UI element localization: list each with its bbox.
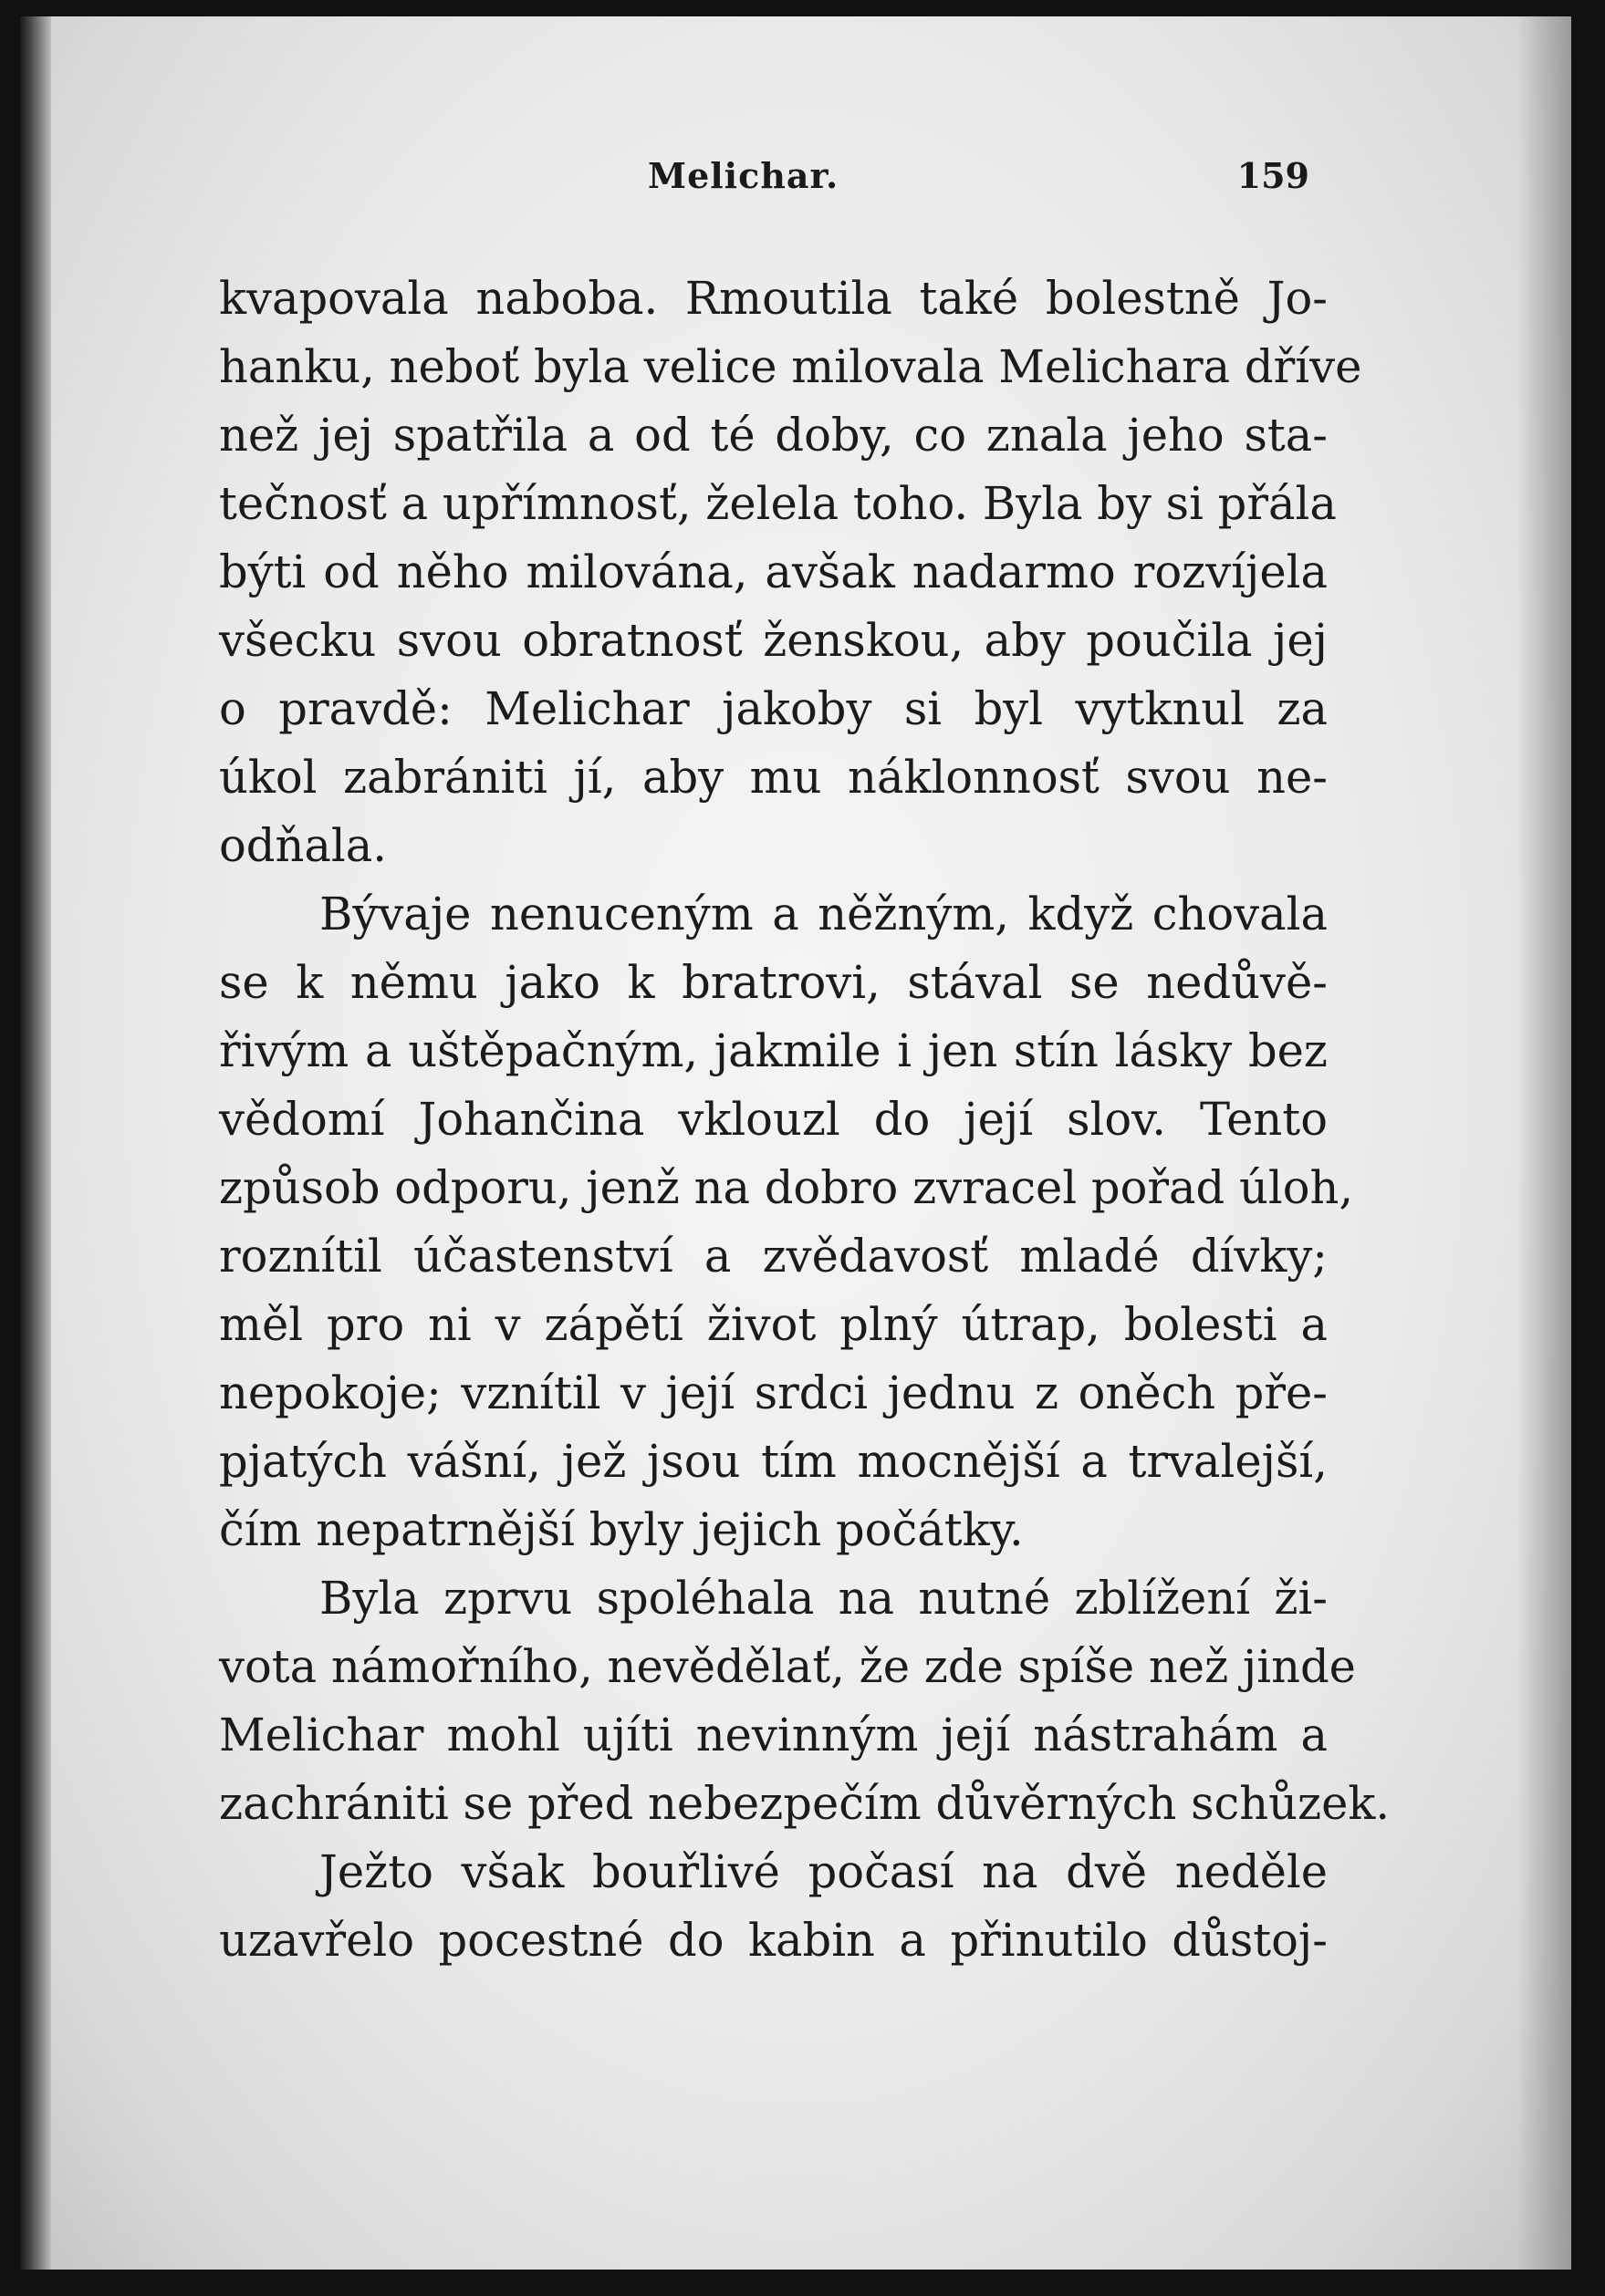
text-line: se k němu jako k bratrovi, stával se nedůvě- — [219, 956, 1328, 1009]
text-line: tečnosť a upřímnosť, želela toho. Byla by si přála — [219, 477, 1337, 530]
paragraph-start-line: Bývaje nenuceným a něžným, když chovala — [319, 888, 1328, 940]
paragraph-end-line: odňala. — [219, 819, 387, 872]
text-line: býti od něho milována, avšak nadarmo rozvíjela — [219, 545, 1328, 598]
text-line: měl pro ni v zápětí život plný útrap, bolesti a — [219, 1298, 1328, 1351]
paragraph-start-line: Byla zprvu spoléhala na nutné zblížení ži- — [319, 1572, 1328, 1625]
text-line: všecku svou obratnosť ženskou, aby poučila jej — [219, 614, 1328, 667]
text-line: uzavřelo pocestné do kabin a přinutilo důstoj- — [219, 1914, 1328, 1967]
text-line: roznítil účastenství a zvědavosť mladé dívky; — [219, 1230, 1328, 1283]
text-line: kvapovala naboba. Rmoutila také bolestně Jo- — [219, 272, 1328, 325]
paragraph-end-line: čím nepatrnější byly jejich počátky. — [219, 1503, 1024, 1556]
text-line: vota námořního, nevědělať, že zde spíše než jinde — [219, 1640, 1356, 1693]
text-line: řivým a uštěpačným, jakmile i jen stín lásky bez — [219, 1024, 1328, 1077]
text-line: úkol zabrániti jí, aby mu náklonnosť svou ne- — [219, 751, 1328, 804]
page-edge-shadow — [1516, 16, 1571, 2270]
paragraph-end-line: zachrániti se před nebezpečím důvěrných schůzek. — [219, 1777, 1391, 1830]
text-line: způsob odporu, jenž na dobro zvracel pořad úloh, — [219, 1161, 1354, 1214]
text-line: nepokoje; vznítil v její srdci jednu z oněch pře- — [219, 1366, 1328, 1419]
running-header — [210, 139, 1323, 203]
text-line: než jej spatřila a od té doby, co znala jeho sta- — [219, 409, 1328, 462]
text-line: hanku, neboť byla velice milovala Melichara dříve — [219, 340, 1362, 393]
page-number: 159 — [1236, 155, 1309, 196]
binding-gutter — [20, 16, 51, 2270]
text-line: pjatých vášní, jež jsou tím mocnější a trvalejší, — [219, 1435, 1328, 1488]
body-text — [219, 265, 1391, 1975]
text-line: o pravdě: Melichar jakoby si byl vytknul za — [219, 682, 1328, 735]
text-line: vědomí Johančina vklouzl do její slov. Tento — [219, 1093, 1328, 1146]
paragraph-start-line: Ježto však bouřlivé počasí na dvě neděle — [319, 1845, 1328, 1898]
running-title: Melichar. — [648, 155, 839, 196]
text-line: Melichar mohl ujíti nevinným její nástrahám a — [219, 1709, 1328, 1761]
